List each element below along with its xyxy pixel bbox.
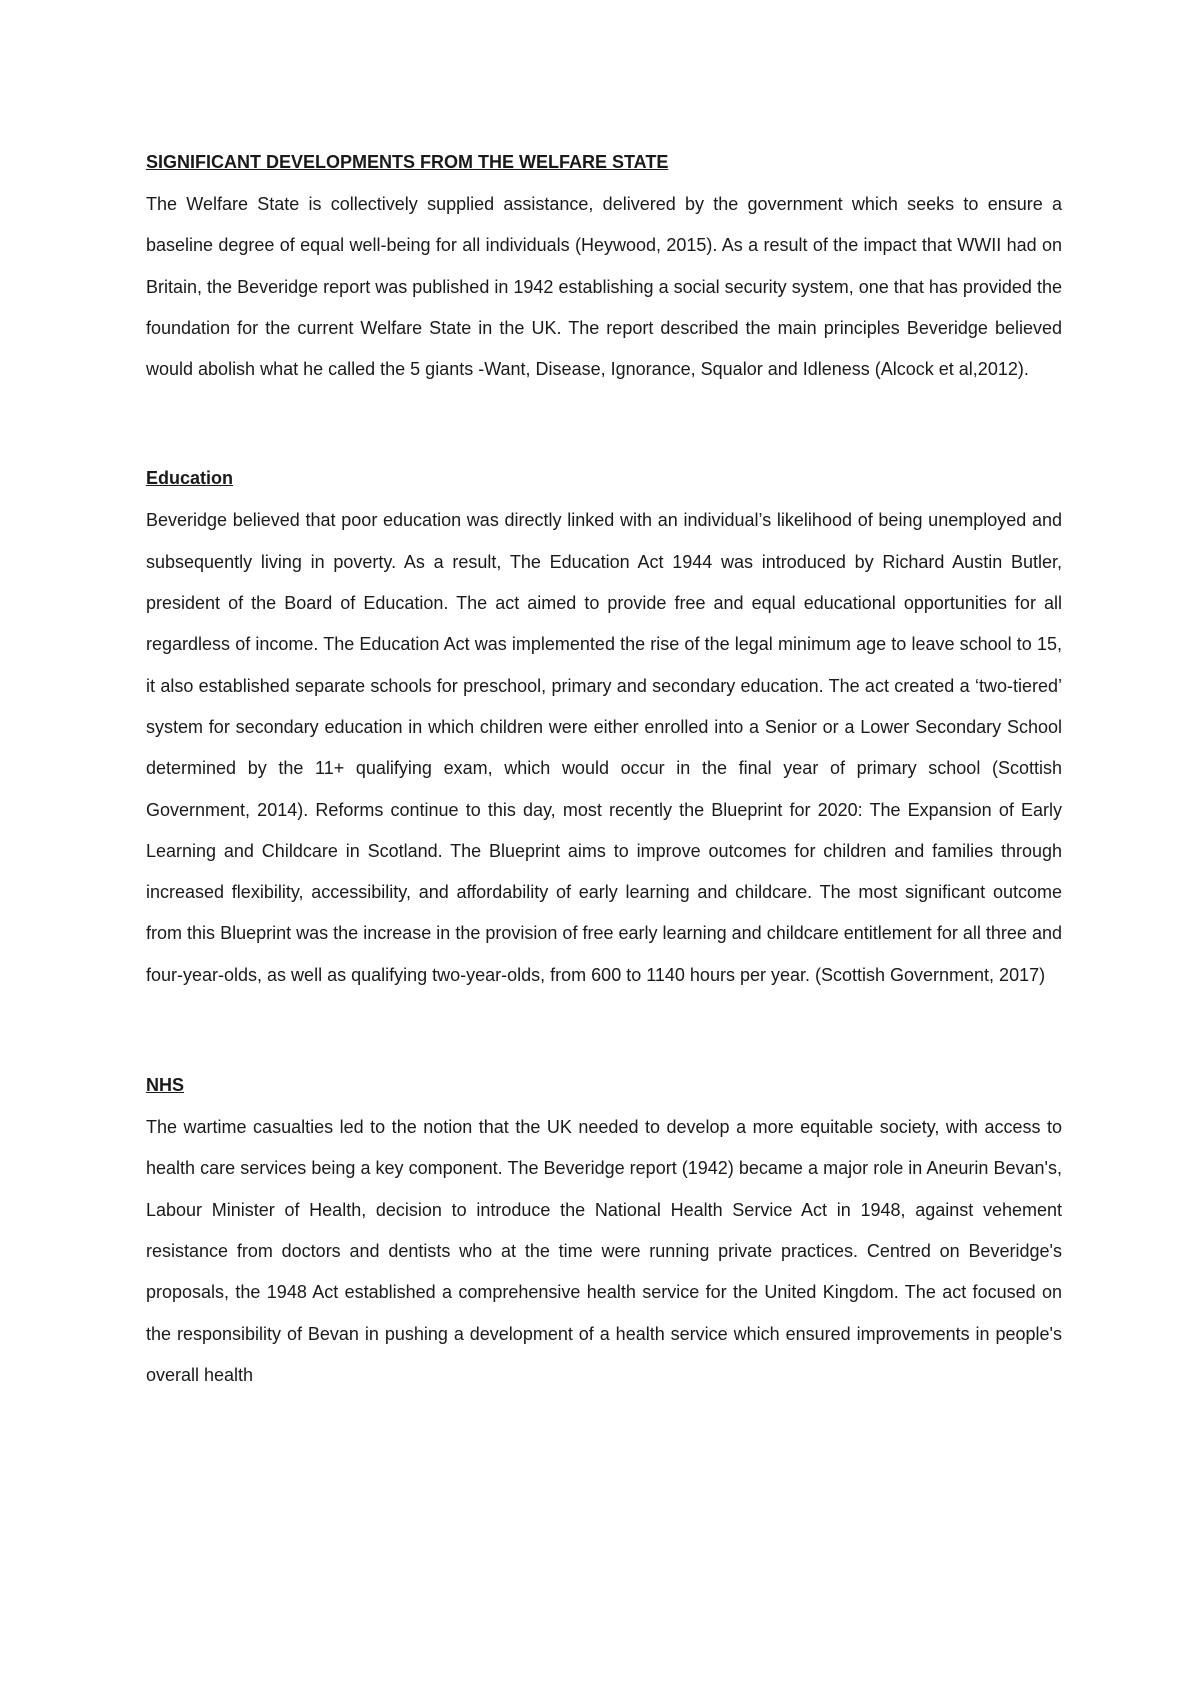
document-title: SIGNIFICANT DEVELOPMENTS FROM THE WELFARE STATE	[146, 152, 669, 172]
intro-paragraph: The Welfare State is collectively supplied assistance, delivered by the government which seeks to ensure a baseline degree of equal well-being for all individuals (Heywood, 2015). As a result of the impact that WWII had on Britain, the Beveridge report was published in 1942 establishing a social security system, one that has provided the foundation for the current Welfare State in the UK. The report described the main principles Beveridge believed would abolish what he called the 5 giants -Want, Disease, Ignorance, Squalor and Idleness (Alcock et al,2012).	[146, 194, 1062, 380]
section-heading-nhs: NHS	[146, 1075, 185, 1096]
section-heading-education: Education	[146, 468, 234, 489]
section-text-nhs: The wartime casualties led to the notion that the UK needed to develop a more equitable society, with access to health care services being a key component. The Beveridge report (1942) became a major role in Aneurin Bevan's, Labour Minister of Health, decision to introduce the National Health Service Act in 1948, against vehement resistance from doctors and dentists who at the time were running private practices. Centred on Beveridge's proposals, the 1948 Act established a comprehensive health service for the United Kingdom. The act focused on the responsibility of Bevan in pushing a development of a health service which ensured improvements in people's overall health	[146, 1117, 1062, 1385]
document-body	[146, 150, 1062, 1396]
section-text-education: Beveridge believed that poor education was directly linked with an individual’s likelihood of being unemployed and subsequently living in poverty. As a result, The Education Act 1944 was introduced by Richard Austin Butler, president of the Board of Education. The act aimed to provide free and equal educational opportunities for all regardless of income. The Education Act was implemented the rise of the legal minimum age to leave school to 15, it also established separate schools for preschool, primary and secondary education. The act created a ‘two-tiered’ system for secondary education in which children were either enrolled into a Senior or a Lower Secondary School determined by the 11+ qualifying exam, which would occur in the final year of primary school (Scottish Government, 2014). Reforms continue to this day, most recently the Blueprint for 2020: The Expansion of Early Learning and Childcare in Scotland. The Blueprint aims to improve outcomes for children and families through increased flexibility, accessibility, and affordability of early learning and childcare. The most significant outcome from this Blueprint was the increase in the provision of free early learning and childcare entitlement for all three and four-year-olds, as well as qualifying two-year-olds, from 600 to 1140 hours per year. (Scottish Government, 2017)	[146, 510, 1062, 985]
